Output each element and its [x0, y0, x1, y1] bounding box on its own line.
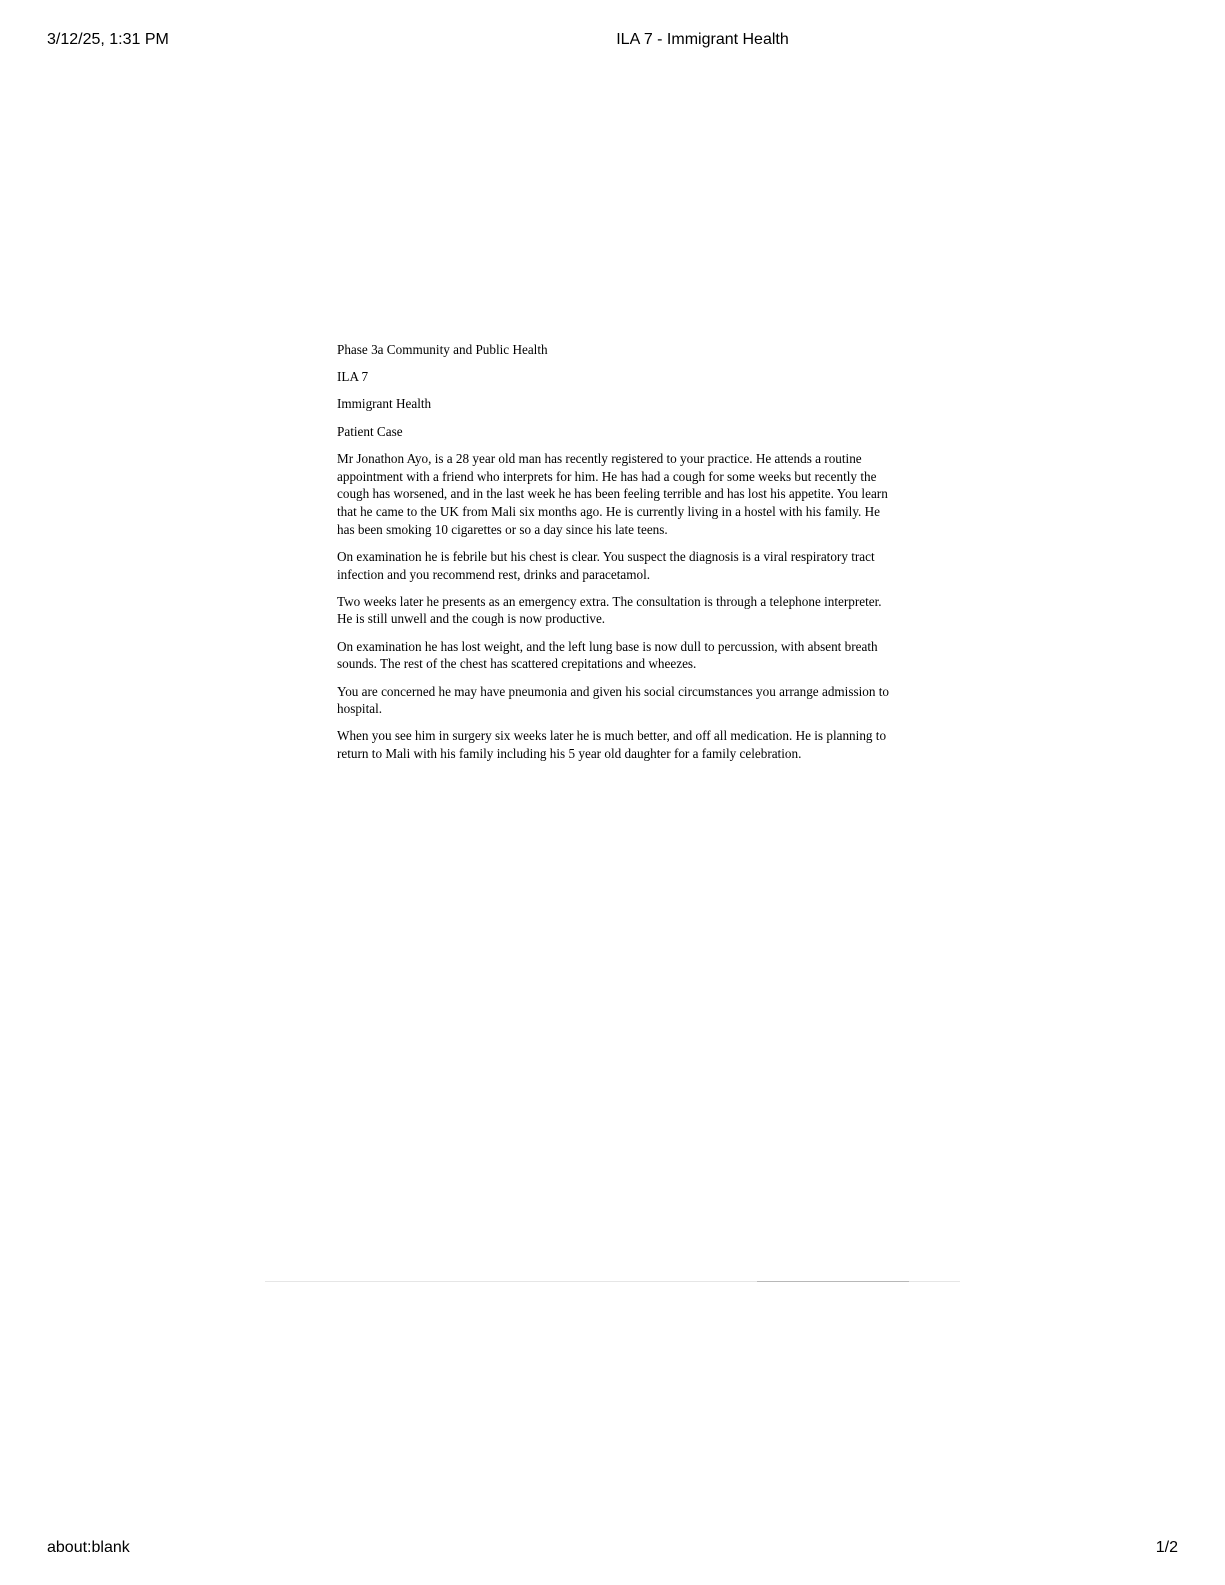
case-paragraph: You are concerned he may have pneumonia and given his social circumstances you arrange admission to hospital.	[337, 683, 889, 717]
print-footer-page-number: 1/2	[1155, 1539, 1178, 1556]
case-paragraph: On examination he has lost weight, and the left lung base is now dull to percussion, with absent breath sounds. The rest of the chest has scattered crepitations and wheezes.	[337, 638, 878, 672]
course-heading: Phase 3a Community and Public Health	[337, 342, 548, 357]
print-header-datetime: 3/12/25, 1:31 PM	[47, 31, 169, 48]
page-divider-accent	[757, 1281, 909, 1282]
case-paragraph: Mr Jonathon Ayo, is a 28 year old man has recently registered to your practice. He attends a routine appointment with a friend who interprets for him. He has had a cough for some weeks but recently the cough has worsened, and in the last week he has been feeling terrible and has lost his appetite. You learn that he came to the UK from Mali six months ago. He is currently living in a hostel with his family. He has been smoking 10 cigarettes or so a day since his late teens.	[337, 450, 888, 537]
topic-heading: Immigrant Health	[337, 396, 432, 412]
print-header-title: ILA 7 - Immigrant Health	[616, 31, 789, 48]
case-paragraph: On examination he is febrile but his chest is clear. You suspect the diagnosis is a viral respiratory tract infection and you recommend rest, drinks and paracetamol.	[337, 548, 875, 582]
case-paragraph: When you see him in surgery six weeks later he is much better, and off all medication. He is planning to return to Mali with his family including his 5 year old daughter for a family celebration.	[337, 728, 887, 762]
ila-heading: ILA 7	[337, 369, 369, 385]
print-footer-url: about:blank	[47, 1539, 130, 1556]
case-paragraph: Two weeks later he presents as an emergency extra. The consultation is through a telephone interpreter. He is still unwell and the cough is now productive.	[337, 593, 882, 627]
document-body	[337, 341, 897, 772]
section-heading: Patient Case	[337, 423, 403, 439]
